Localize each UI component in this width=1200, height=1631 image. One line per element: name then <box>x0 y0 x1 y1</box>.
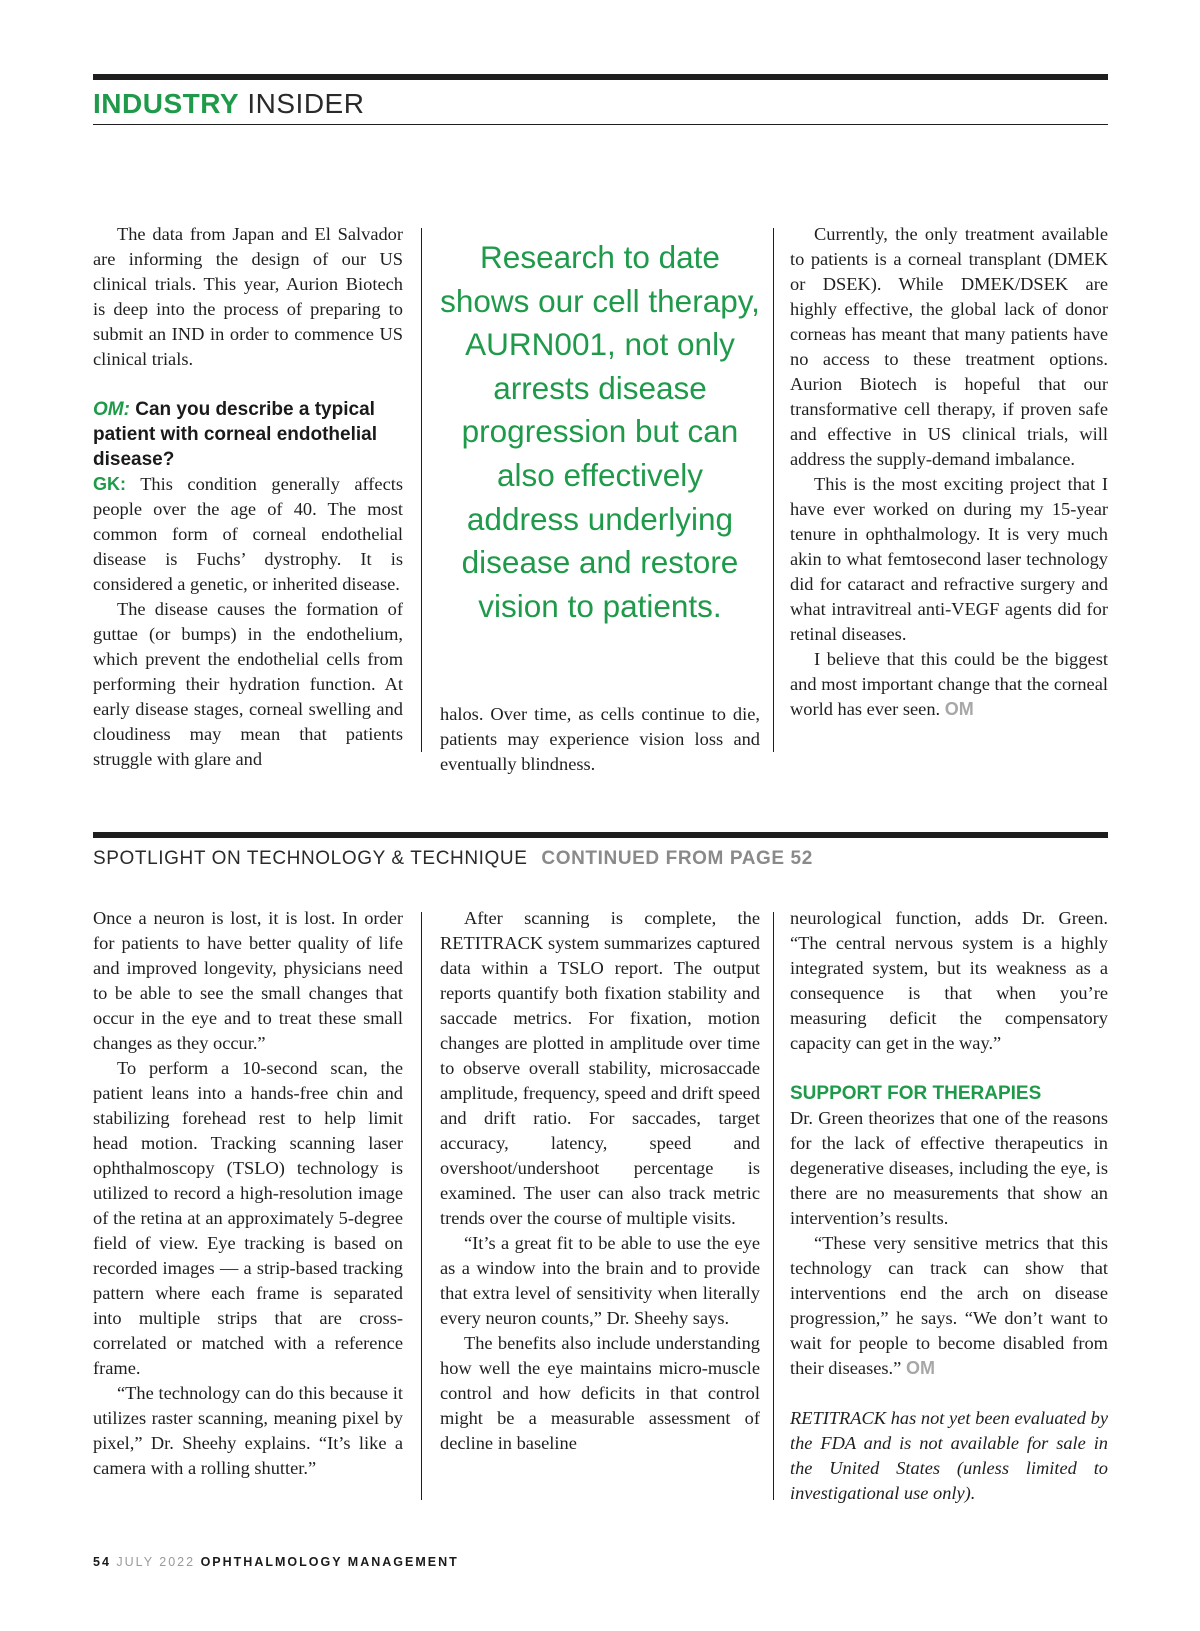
closing-text: “These very sensitive metrics that this technology can track can show that interventions end the arch on disease progression,” he says. “We don’t want to wait for people to become disabled from their diseases.” <box>790 1233 1108 1378</box>
end-mark: OM <box>944 699 974 719</box>
spotlight-paragraph <box>790 1231 1108 1381</box>
closing-text: I believe that this could be the biggest and most important change that the corneal world has ever seen. <box>790 649 1108 719</box>
spotlight-paragraph: “It’s a great fit to be able to use the eye as a window into the brain and to provide that extra level of sensitivity when literally every neuron counts,” Dr. Sheehy says. <box>440 1233 760 1328</box>
page-number: 54 <box>93 1555 111 1569</box>
question-text: Can you describe a typical patient with corneal endothelial disease? <box>93 399 377 470</box>
top-rule <box>93 74 1108 80</box>
spotlight-paragraph: The benefits also include understanding how well the eye maintains micro-muscle control and how deficits in that control might be a measurable assessment of decline in baseline <box>440 1333 760 1453</box>
answer-text: This condition generally affects people over the age of 40. The most common form of corneal endothelial disease is Fuchs’ dystrophy. It is considered a genetic, or inherited disease. <box>93 474 403 594</box>
interview-paragraph: The disease causes the formation of guttae (or bumps) in the endothelium, which prevent the endothelial cells from performing their hydration function. At early disease stages, corneal swelling and cloudiness may mean that patients struggle with glare and <box>93 599 403 769</box>
spotlight-paragraph: After scanning is complete, the RETITRACK system summarizes captured data within a TSLO report. The output reports quantify both fixation stability and saccade metrics. For fixation, motion changes are plotted in amplitude over time to observe overall stability, microsaccade amplitude, frequency, speed and drift speed and drift ratio. For saccades, target accuracy, latency, speed and overshoot/undershoot percentage is examined. The user can also track metric trends over the course of multiple visits. <box>440 908 761 1228</box>
interview-answer <box>93 472 403 597</box>
spotlight-paragraph: neurological function, adds Dr. Green. “The central nervous system is a highly integrated system, but its weakness as a consequence is that when you’re measuring deficit the compensatory capacity can get in the way.” <box>790 908 1108 1053</box>
interview-paragraph: Currently, the only treatment available to patients is a corneal transplant (DMEK or DSEK). While DMEK/DSEK are highly effective, the global lack of donor corneas has meant that many patients have no access to these treatment options. Aurion Biotech is hopeful that our transformative cell therapy, if proven safe and effective in US clinical trials, will address the supply-demand imbalance. <box>790 224 1108 469</box>
spotlight-paragraph: “The technology can do this because it utilizes raster scanning, meaning pixel by pixel,” Dr. Sheehy explains. “It’s like a camera with a rolling shutter.” <box>93 1383 403 1478</box>
spotlight-column-3 <box>790 906 1108 1506</box>
section-label: SPOTLIGHT ON TECHNOLOGY & TECHNIQUE <box>93 848 528 869</box>
header-underline <box>93 124 1108 125</box>
interview-paragraph: halos. Over time, as cells continue to die, patients may experience vision loss and eventually blindness. <box>440 704 760 774</box>
issue-date: JULY 2022 <box>116 1555 196 1569</box>
section-rule <box>93 832 1108 838</box>
spotlight-paragraph: Once a neuron is lost, it is lost. In order for patients to have better quality of life and improved longevity, physicians need to be able to see the small changes that occur in the eye and to treat these small changes as they occur.” <box>93 908 403 1053</box>
page-section-title <box>93 88 364 120</box>
column-divider <box>421 228 422 752</box>
interview-question <box>93 397 403 472</box>
publication-name: OPHTHALMOLOGY MANAGEMENT <box>200 1555 459 1569</box>
column-divider <box>773 912 774 1500</box>
interview-paragraph: The data from Japan and El Salvador are informing the design of our US clinical trials. This year, Aurion Biotech is deep into the process of preparing to submit an IND in order to commence US clinical trials. <box>93 224 403 369</box>
subhead: SUPPORT FOR THERAPIES <box>790 1083 1042 1104</box>
section-title-bold: INDUSTRY <box>93 88 240 119</box>
interview-column-1 <box>93 222 403 772</box>
column-divider <box>773 228 774 752</box>
interview-column-3 <box>790 222 1108 722</box>
disclaimer: RETITRACK has not yet been evaluated by the FDA and is not available for sale in the United States (unless limited to investigational use only). <box>790 1408 1108 1503</box>
section-heading <box>93 848 813 870</box>
question-tag: OM: <box>93 399 130 420</box>
end-mark: OM <box>905 1358 935 1378</box>
interview-paragraph: This is the most exciting project that I have ever worked on during my 15-year tenure in ophthalmology. It is very much akin to what femtosecond laser technology did for cataract and refractive surgery and what intravitreal anti-VEGF agents did for retinal diseases. <box>790 474 1108 644</box>
interview-paragraph <box>790 647 1108 722</box>
spotlight-column-1 <box>93 906 403 1481</box>
spotlight-column-2 <box>440 906 760 1456</box>
column-divider <box>421 912 422 1500</box>
continued-label: CONTINUED FROM PAGE 52 <box>541 848 813 869</box>
pull-quote: Research to date shows our cell therapy, AURN001, not only arrests disease progression but can also effectively address underlying disease and restore vision to patients. <box>440 239 760 624</box>
spotlight-paragraph: Dr. Green theorizes that one of the reasons for the lack of effective therapeutics in degenerative diseases, including the eye, is there are no measurements that show an intervention’s results. <box>790 1108 1108 1228</box>
section-title-light: INSIDER <box>247 88 365 119</box>
interview-column-2 <box>440 702 760 777</box>
answer-tag: GK: <box>93 474 126 494</box>
spotlight-paragraph: To perform a 10-second scan, the patient leans into a hands-free chin and stabilizing forehead rest to help limit head motion. Tracking scanning laser ophthalmoscopy (TSLO) technology is utilized to record a high-resolution image of the retina at an approximately 5-degree field of view. Eye tracking is based on recorded images — a strip-based tracking pattern where each frame is separated into multiple strips that are cross-correlated or matched with a reference frame. <box>93 1058 403 1378</box>
page-footer <box>93 1555 459 1569</box>
